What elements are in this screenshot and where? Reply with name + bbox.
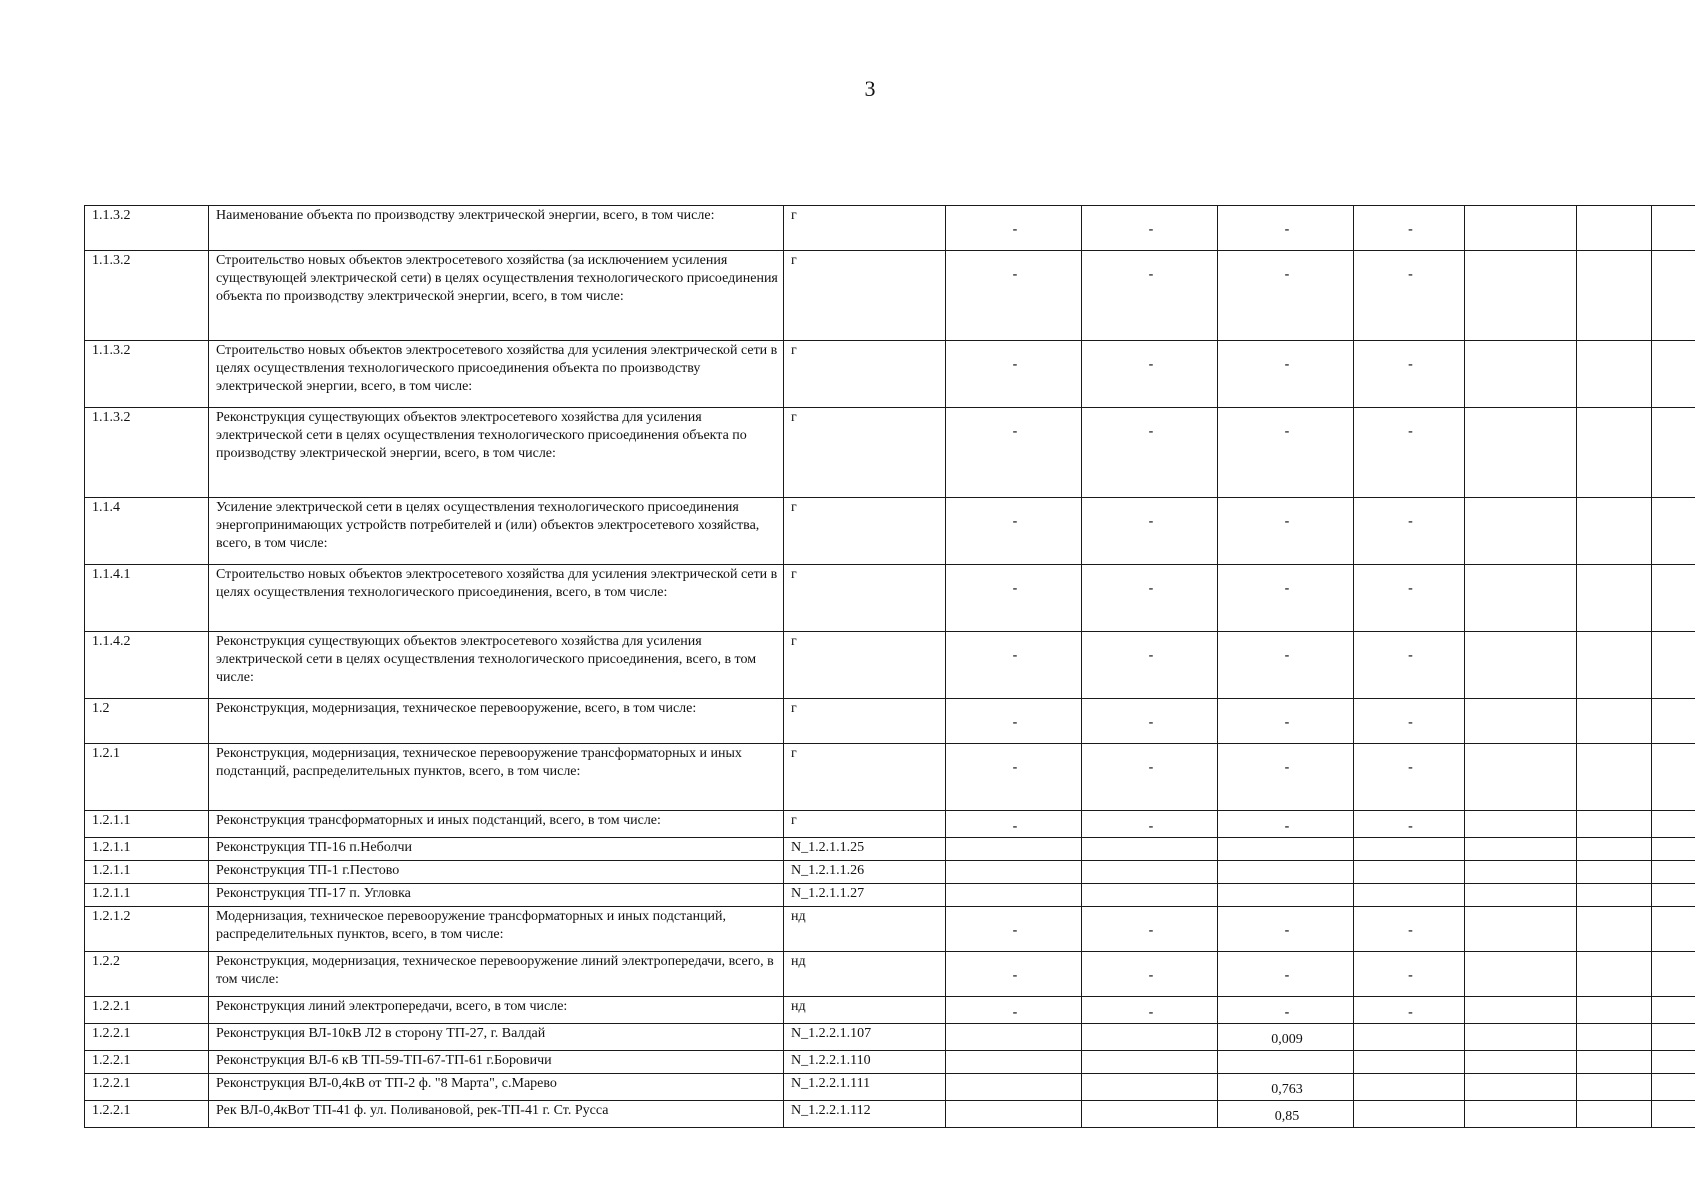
cell-value: - <box>1012 222 1018 237</box>
empty-cell <box>1465 907 1577 952</box>
value-cell-3 <box>1218 1051 1354 1074</box>
row-code: 1.1.4 <box>85 498 209 565</box>
value-cell-1 <box>946 1074 1082 1101</box>
row-description: Реконструкция, модернизация, техническое перевооружение трансформаторных и иных подстанций, распределительных пунктов, всего, в том числе: <box>209 744 784 811</box>
cell-value: - <box>1148 923 1154 938</box>
value-cell-3 <box>1218 1024 1354 1051</box>
value-cell-4 <box>1354 997 1465 1024</box>
empty-cell <box>1577 884 1652 907</box>
empty-cell <box>1652 341 1695 408</box>
cell-value: - <box>1148 648 1154 663</box>
value-cell-2 <box>1082 1074 1218 1101</box>
value-cell-4 <box>1354 565 1465 632</box>
cell-value: - <box>1284 648 1290 663</box>
empty-cell <box>1652 838 1695 861</box>
cell-value: - <box>1012 968 1018 983</box>
cell-value: - <box>1408 760 1413 775</box>
value-cell-2 <box>1082 251 1218 341</box>
empty-cell <box>1465 838 1577 861</box>
value-cell-3 <box>1218 884 1354 907</box>
cell-value: - <box>1148 267 1154 282</box>
value-cell-3 <box>1218 1074 1354 1101</box>
row-identifier: г <box>784 565 946 632</box>
value-cell-2 <box>1082 884 1218 907</box>
value-cell-1 <box>946 251 1082 341</box>
row-description: Реконструкция ТП-17 п. Угловка <box>209 884 784 907</box>
empty-cell <box>1465 1101 1577 1128</box>
row-identifier: г <box>784 744 946 811</box>
empty-cell <box>1577 408 1652 498</box>
row-identifier: г <box>784 699 946 744</box>
empty-cell <box>1652 907 1695 952</box>
value-cell-1 <box>946 341 1082 408</box>
value-cell-2 <box>1082 699 1218 744</box>
table-row <box>85 408 1695 498</box>
row-code: 1.2.2.1 <box>85 1051 209 1074</box>
empty-cell <box>1577 206 1652 251</box>
empty-cell <box>1465 952 1577 997</box>
empty-cell <box>1465 884 1577 907</box>
row-identifier: нд <box>784 907 946 952</box>
cell-value: - <box>1408 1005 1413 1020</box>
empty-cell <box>1652 565 1695 632</box>
empty-cell <box>1577 1074 1652 1101</box>
empty-cell <box>1577 907 1652 952</box>
cell-value: - <box>1012 715 1018 730</box>
value-cell-4 <box>1354 1024 1465 1051</box>
value-cell-4 <box>1354 744 1465 811</box>
empty-cell <box>1652 952 1695 997</box>
row-code: 1.2.2.1 <box>85 1101 209 1128</box>
cell-value: - <box>1012 819 1018 834</box>
row-identifier: г <box>784 341 946 408</box>
empty-cell <box>1652 861 1695 884</box>
value-cell-2 <box>1082 907 1218 952</box>
row-description: Реконструкция трансформаторных и иных подстанций, всего, в том числе: <box>209 811 784 838</box>
empty-cell <box>1652 498 1695 565</box>
row-identifier: г <box>784 498 946 565</box>
row-identifier: г <box>784 811 946 838</box>
value-cell-4 <box>1354 1101 1465 1128</box>
empty-cell <box>1577 251 1652 341</box>
value-cell-1 <box>946 884 1082 907</box>
empty-cell <box>1465 744 1577 811</box>
empty-cell <box>1652 251 1695 341</box>
table-row <box>85 206 1695 251</box>
row-code: 1.2.1.1 <box>85 811 209 838</box>
empty-cell <box>1465 498 1577 565</box>
row-code: 1.2 <box>85 699 209 744</box>
cell-value: 0,85 <box>1274 1109 1300 1124</box>
row-description: Строительство новых объектов электросетевого хозяйства (за исключением усиления существующей электрической сети) в целях осуществления технологического присоединения объекта по производству электрической энергии, всего, в том числе: <box>209 251 784 341</box>
empty-cell <box>1465 632 1577 699</box>
cell-value: 0,763 <box>1271 1082 1303 1097</box>
value-cell-3 <box>1218 861 1354 884</box>
cell-value: - <box>1408 648 1413 663</box>
row-description: Наименование объекта по производству электрической энергии, всего, в том числе: <box>209 206 784 251</box>
table-row <box>85 861 1695 884</box>
empty-cell <box>1577 997 1652 1024</box>
row-code: 1.1.3.2 <box>85 251 209 341</box>
cell-value: - <box>1148 514 1154 529</box>
empty-cell <box>1652 632 1695 699</box>
cell-value: - <box>1408 424 1413 439</box>
row-description: Реконструкция линий электропередачи, всего, в том числе: <box>209 997 784 1024</box>
cell-value: - <box>1284 715 1290 730</box>
row-description: Реконструкция ВЛ-6 кВ ТП-59-ТП-67-ТП-61 г.Боровичи <box>209 1051 784 1074</box>
row-description: Реконструкция ВЛ-10кВ Л2 в сторону ТП-27, г. Валдай <box>209 1024 784 1051</box>
empty-cell <box>1465 861 1577 884</box>
page-number: 3 <box>864 76 876 101</box>
empty-cell <box>1465 408 1577 498</box>
value-cell-1 <box>946 632 1082 699</box>
value-cell-3 <box>1218 206 1354 251</box>
row-code: 1.1.3.2 <box>85 341 209 408</box>
value-cell-4 <box>1354 838 1465 861</box>
value-cell-2 <box>1082 952 1218 997</box>
value-cell-1 <box>946 498 1082 565</box>
table-row <box>85 1101 1695 1128</box>
cell-value: - <box>1148 424 1154 439</box>
empty-cell <box>1465 1024 1577 1051</box>
value-cell-3 <box>1218 251 1354 341</box>
value-cell-3 <box>1218 1101 1354 1128</box>
empty-cell <box>1465 565 1577 632</box>
cell-value: - <box>1408 514 1413 529</box>
empty-cell <box>1465 206 1577 251</box>
value-cell-1 <box>946 861 1082 884</box>
empty-cell <box>1577 498 1652 565</box>
value-cell-3 <box>1218 408 1354 498</box>
row-code: 1.1.3.2 <box>85 408 209 498</box>
row-code: 1.2.2.1 <box>85 1024 209 1051</box>
value-cell-1 <box>946 811 1082 838</box>
empty-cell <box>1652 1074 1695 1101</box>
empty-cell <box>1652 997 1695 1024</box>
row-identifier: N_1.2.1.1.27 <box>784 884 946 907</box>
value-cell-1 <box>946 744 1082 811</box>
empty-cell <box>1652 1101 1695 1128</box>
table-row <box>85 699 1695 744</box>
empty-cell <box>1465 811 1577 838</box>
cell-value: - <box>1012 648 1018 663</box>
table-row <box>85 251 1695 341</box>
row-description: Реконструкция, модернизация, техническое перевооружение линий электропередачи, всего, в том числе: <box>209 952 784 997</box>
empty-cell <box>1652 206 1695 251</box>
value-cell-2 <box>1082 565 1218 632</box>
table-row <box>85 341 1695 408</box>
value-cell-2 <box>1082 341 1218 408</box>
cell-value: - <box>1284 923 1290 938</box>
empty-cell <box>1652 1024 1695 1051</box>
table-row <box>85 498 1695 565</box>
value-cell-2 <box>1082 744 1218 811</box>
value-cell-4 <box>1354 884 1465 907</box>
empty-cell <box>1652 699 1695 744</box>
cell-value: - <box>1284 760 1290 775</box>
value-cell-4 <box>1354 408 1465 498</box>
empty-cell <box>1577 699 1652 744</box>
cell-value: - <box>1148 715 1154 730</box>
table-row <box>85 744 1695 811</box>
cell-value: - <box>1148 222 1154 237</box>
cell-value: - <box>1408 581 1413 596</box>
value-cell-3 <box>1218 341 1354 408</box>
cell-value: - <box>1284 514 1290 529</box>
cell-value: - <box>1284 1005 1290 1020</box>
cell-value: - <box>1284 424 1290 439</box>
value-cell-2 <box>1082 811 1218 838</box>
empty-cell <box>1465 251 1577 341</box>
row-code: 1.2.1.1 <box>85 884 209 907</box>
value-cell-1 <box>946 907 1082 952</box>
cell-value: - <box>1148 819 1154 834</box>
table-row <box>85 565 1695 632</box>
value-cell-3 <box>1218 632 1354 699</box>
row-description: Модернизация, техническое перевооружение трансформаторных и иных подстанций, распределительных пунктов, всего, в том числе: <box>209 907 784 952</box>
row-identifier: N_1.2.2.1.110 <box>784 1051 946 1074</box>
empty-cell <box>1577 811 1652 838</box>
cell-value: - <box>1408 968 1413 983</box>
empty-cell <box>1577 838 1652 861</box>
cell-value: - <box>1012 581 1018 596</box>
value-cell-2 <box>1082 861 1218 884</box>
value-cell-3 <box>1218 699 1354 744</box>
cell-value: - <box>1148 760 1154 775</box>
value-cell-4 <box>1354 699 1465 744</box>
row-code: 1.1.3.2 <box>85 206 209 251</box>
row-code: 1.1.4.1 <box>85 565 209 632</box>
cell-value: - <box>1284 968 1290 983</box>
row-identifier: N_1.2.2.1.107 <box>784 1024 946 1051</box>
row-description: Реконструкция существующих объектов электросетевого хозяйства для усиления электрической сети в целях осуществления технологического присоединения, всего, в том числе: <box>209 632 784 699</box>
row-description: Реконструкция ВЛ-0,4кВ от ТП-2 ф. "8 Марта", с.Марево <box>209 1074 784 1101</box>
cell-value: - <box>1012 760 1018 775</box>
cell-value: - <box>1408 222 1413 237</box>
value-cell-4 <box>1354 952 1465 997</box>
value-cell-1 <box>946 1101 1082 1128</box>
value-cell-2 <box>1082 997 1218 1024</box>
value-cell-1 <box>946 838 1082 861</box>
table-row <box>85 997 1695 1024</box>
row-identifier: N_1.2.2.1.112 <box>784 1101 946 1128</box>
cell-value: - <box>1012 357 1018 372</box>
value-cell-3 <box>1218 744 1354 811</box>
value-cell-1 <box>946 997 1082 1024</box>
cell-value: - <box>1012 267 1018 282</box>
row-identifier: N_1.2.2.1.111 <box>784 1074 946 1101</box>
row-identifier: г <box>784 408 946 498</box>
cell-value: - <box>1408 715 1413 730</box>
row-code: 1.2.1.1 <box>85 838 209 861</box>
cell-value: - <box>1284 581 1290 596</box>
value-cell-4 <box>1354 861 1465 884</box>
table-row <box>85 907 1695 952</box>
row-code: 1.2.1.2 <box>85 907 209 952</box>
empty-cell <box>1577 341 1652 408</box>
cell-value: - <box>1012 1005 1018 1020</box>
empty-cell <box>1652 408 1695 498</box>
row-identifier: г <box>784 632 946 699</box>
value-cell-4 <box>1354 206 1465 251</box>
cell-value: - <box>1148 1005 1154 1020</box>
row-description: Реконструкция, модернизация, техническое перевооружение, всего, в том числе: <box>209 699 784 744</box>
table-row <box>85 952 1695 997</box>
value-cell-3 <box>1218 952 1354 997</box>
value-cell-3 <box>1218 838 1354 861</box>
value-cell-1 <box>946 408 1082 498</box>
value-cell-4 <box>1354 341 1465 408</box>
value-cell-4 <box>1354 1074 1465 1101</box>
table-row <box>85 884 1695 907</box>
empty-cell <box>1652 884 1695 907</box>
row-code: 1.2.2.1 <box>85 1074 209 1101</box>
row-description: Усиление электрической сети в целях осуществления технологического присоединения энергопринимающих устройств потребителей и (или) объектов электросетевого хозяйства, всего, в том числе: <box>209 498 784 565</box>
value-cell-3 <box>1218 997 1354 1024</box>
empty-cell <box>1465 699 1577 744</box>
value-cell-1 <box>946 952 1082 997</box>
row-code: 1.1.4.2 <box>85 632 209 699</box>
row-description: Реконструкция ТП-1 г.Пестово <box>209 861 784 884</box>
value-cell-2 <box>1082 498 1218 565</box>
empty-cell <box>1577 632 1652 699</box>
row-description: Реконструкция ТП-16 п.Неболчи <box>209 838 784 861</box>
empty-cell <box>1577 1101 1652 1128</box>
table-row <box>85 838 1695 861</box>
cell-value: - <box>1408 819 1413 834</box>
cell-value: - <box>1012 514 1018 529</box>
value-cell-3 <box>1218 811 1354 838</box>
value-cell-3 <box>1218 907 1354 952</box>
value-cell-4 <box>1354 1051 1465 1074</box>
cell-value: - <box>1408 267 1413 282</box>
value-cell-1 <box>946 699 1082 744</box>
cell-value: - <box>1408 923 1413 938</box>
value-cell-2 <box>1082 1024 1218 1051</box>
table-body <box>85 206 1695 1128</box>
value-cell-4 <box>1354 498 1465 565</box>
row-code: 1.2.2.1 <box>85 997 209 1024</box>
empty-cell <box>1652 744 1695 811</box>
empty-cell <box>1577 861 1652 884</box>
value-cell-2 <box>1082 206 1218 251</box>
row-identifier: г <box>784 251 946 341</box>
empty-cell <box>1465 997 1577 1024</box>
cell-value: - <box>1148 357 1154 372</box>
empty-cell <box>1577 744 1652 811</box>
value-cell-2 <box>1082 838 1218 861</box>
row-identifier: нд <box>784 997 946 1024</box>
row-identifier: нд <box>784 952 946 997</box>
empty-cell <box>1465 1051 1577 1074</box>
value-cell-1 <box>946 565 1082 632</box>
value-cell-3 <box>1218 565 1354 632</box>
row-description: Рек ВЛ-0,4кВот ТП-41 ф. ул. Поливановой, рек-ТП-41 г. Ст. Русса <box>209 1101 784 1128</box>
value-cell-2 <box>1082 632 1218 699</box>
row-code: 1.2.2 <box>85 952 209 997</box>
value-cell-1 <box>946 206 1082 251</box>
row-code: 1.2.1 <box>85 744 209 811</box>
cell-value: - <box>1284 357 1290 372</box>
value-cell-4 <box>1354 251 1465 341</box>
empty-cell <box>1577 565 1652 632</box>
cell-value: - <box>1148 968 1154 983</box>
table-row <box>85 1051 1695 1074</box>
cell-value: - <box>1148 581 1154 596</box>
value-cell-1 <box>946 1051 1082 1074</box>
row-identifier: г <box>784 206 946 251</box>
row-description: Реконструкция существующих объектов электросетевого хозяйства для усиления электрической сети в целях осуществления технологического присоединения объекта по производству электрической энергии, всего, в том числе: <box>209 408 784 498</box>
empty-cell <box>1577 952 1652 997</box>
empty-cell <box>1465 1074 1577 1101</box>
table-row <box>85 1024 1695 1051</box>
table-row <box>85 811 1695 838</box>
row-identifier: N_1.2.1.1.26 <box>784 861 946 884</box>
value-cell-4 <box>1354 632 1465 699</box>
empty-cell <box>1577 1051 1652 1074</box>
cell-value: - <box>1284 267 1290 282</box>
cell-value: - <box>1012 424 1018 439</box>
value-cell-1 <box>946 1024 1082 1051</box>
value-cell-2 <box>1082 1051 1218 1074</box>
empty-cell <box>1652 811 1695 838</box>
investment-program-table <box>84 205 1695 1128</box>
row-description: Строительство новых объектов электросетевого хозяйства для усиления электрической сети в целях осуществления технологического присоединения объекта по производству электрической энергии, всего, в том числе: <box>209 341 784 408</box>
empty-cell <box>1465 341 1577 408</box>
cell-value: - <box>1284 222 1290 237</box>
cell-value: 0,009 <box>1271 1032 1303 1047</box>
empty-cell <box>1577 1024 1652 1051</box>
row-identifier: N_1.2.1.1.25 <box>784 838 946 861</box>
cell-value: - <box>1012 923 1018 938</box>
table-row <box>85 632 1695 699</box>
cell-value: - <box>1408 357 1413 372</box>
value-cell-4 <box>1354 907 1465 952</box>
empty-cell <box>1652 1051 1695 1074</box>
row-description: Строительство новых объектов электросетевого хозяйства для усиления электрической сети в целях осуществления технологического присоединения, всего, в том числе: <box>209 565 784 632</box>
value-cell-4 <box>1354 811 1465 838</box>
value-cell-2 <box>1082 408 1218 498</box>
cell-value: - <box>1284 819 1290 834</box>
row-code: 1.2.1.1 <box>85 861 209 884</box>
value-cell-2 <box>1082 1101 1218 1128</box>
value-cell-3 <box>1218 498 1354 565</box>
table-row <box>85 1074 1695 1101</box>
